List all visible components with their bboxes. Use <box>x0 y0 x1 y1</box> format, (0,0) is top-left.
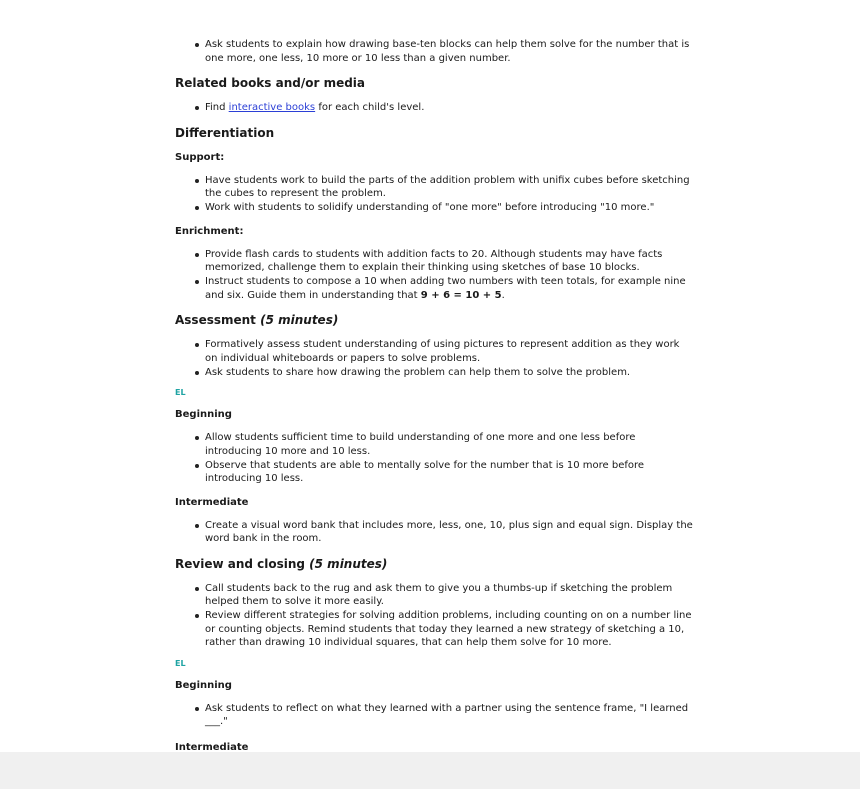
enrichment-end: . <box>501 289 505 301</box>
beginning-list <box>175 431 695 486</box>
beginning-label: Beginning <box>175 679 232 691</box>
list-item <box>205 101 695 115</box>
list-item <box>205 275 695 302</box>
enrichment-list <box>175 248 695 303</box>
assessment-duration: (5 minutes) <box>260 313 339 327</box>
review-beginning-list <box>175 702 695 729</box>
list-item: Provide flash cards to students with addition facts to 20. Although students may have facts memorized, challenge them to explain their thinking using sketches of base 10 blocks. <box>205 248 695 275</box>
list-item: Ask students to share how drawing the problem can help them to solve the problem. <box>205 366 695 380</box>
assessment-heading <box>175 313 695 328</box>
enrichment-text: Instruct students to compose a 10 when adding two numbers with teen totals, for example nine and six. Guide them in understanding that <box>205 276 686 301</box>
support-list <box>175 174 695 215</box>
related-prefix: Find <box>205 102 229 113</box>
equation: 9 + 6 = 10 + 5 <box>420 289 502 301</box>
related-suffix: for each child's level. <box>315 102 425 113</box>
beginning-label: Beginning <box>175 409 232 420</box>
list-item: Have students work to build the parts of the addition problem with unifix cubes before sketching the cubes to represent the problem. <box>205 174 695 201</box>
list-item: Ask students to explain how drawing base-ten blocks can help them solve for the number that is one more, one less, 10 more or 10 less than a given number. <box>205 38 695 65</box>
el-tag: EL <box>175 388 186 397</box>
related-heading: Related books and/or media <box>175 76 366 90</box>
review-title: Review and closing <box>175 556 310 571</box>
el-tag: EL <box>175 658 186 668</box>
enrichment-label: Enrichment: <box>175 225 244 237</box>
list-item: Work with students to solidify understanding of "one more" before introducing "10 more." <box>205 201 695 215</box>
intermediate-label: Intermediate <box>175 496 249 508</box>
related-list <box>175 101 695 115</box>
list-item: Observe that students are able to mentally solve for the number that is 10 more before introducing 10 less. <box>205 459 695 486</box>
review-heading <box>175 557 695 572</box>
lesson-content <box>175 38 695 752</box>
interactive-books-link[interactable]: interactive books <box>228 102 316 113</box>
assessment-title: Assessment <box>175 313 261 327</box>
intermediate-list <box>175 519 695 546</box>
list-item: Formatively assess student understanding of using pictures to represent addition as they work on individual whiteboards or papers to solve problems. <box>205 338 695 365</box>
list-item: Call students back to the rug and ask them to give you a thumbs-up if sketching the problem helped them to solve it more easily. <box>205 582 695 609</box>
list-item: Create a visual word bank that includes more, less, one, 10, plus sign and equal sign. Display the word bank in the room. <box>205 519 695 546</box>
differentiation-heading: Differentiation <box>175 125 275 140</box>
review-duration: (5 minutes) <box>309 556 388 571</box>
support-label: Support: <box>175 151 225 163</box>
intermediate-label-cut: Intermediate <box>175 741 249 752</box>
review-list <box>175 582 695 650</box>
assessment-list <box>175 338 695 379</box>
list-item: Allow students sufficient time to build understanding of one more and one less before introducing 10 more and 10 less. <box>205 431 695 458</box>
list-item: Review different strategies for solving addition problems, including counting on on a number line or counting objects. Remind students that today they learned a new strategy of sketching a 10, rather than drawing 10 individual squares, that can help them solve for 10 more. <box>205 609 695 650</box>
list-item: Ask students to reflect on what they learned with a partner using the sentence frame, "I learned ___." <box>205 702 695 729</box>
intro-list <box>175 38 695 65</box>
